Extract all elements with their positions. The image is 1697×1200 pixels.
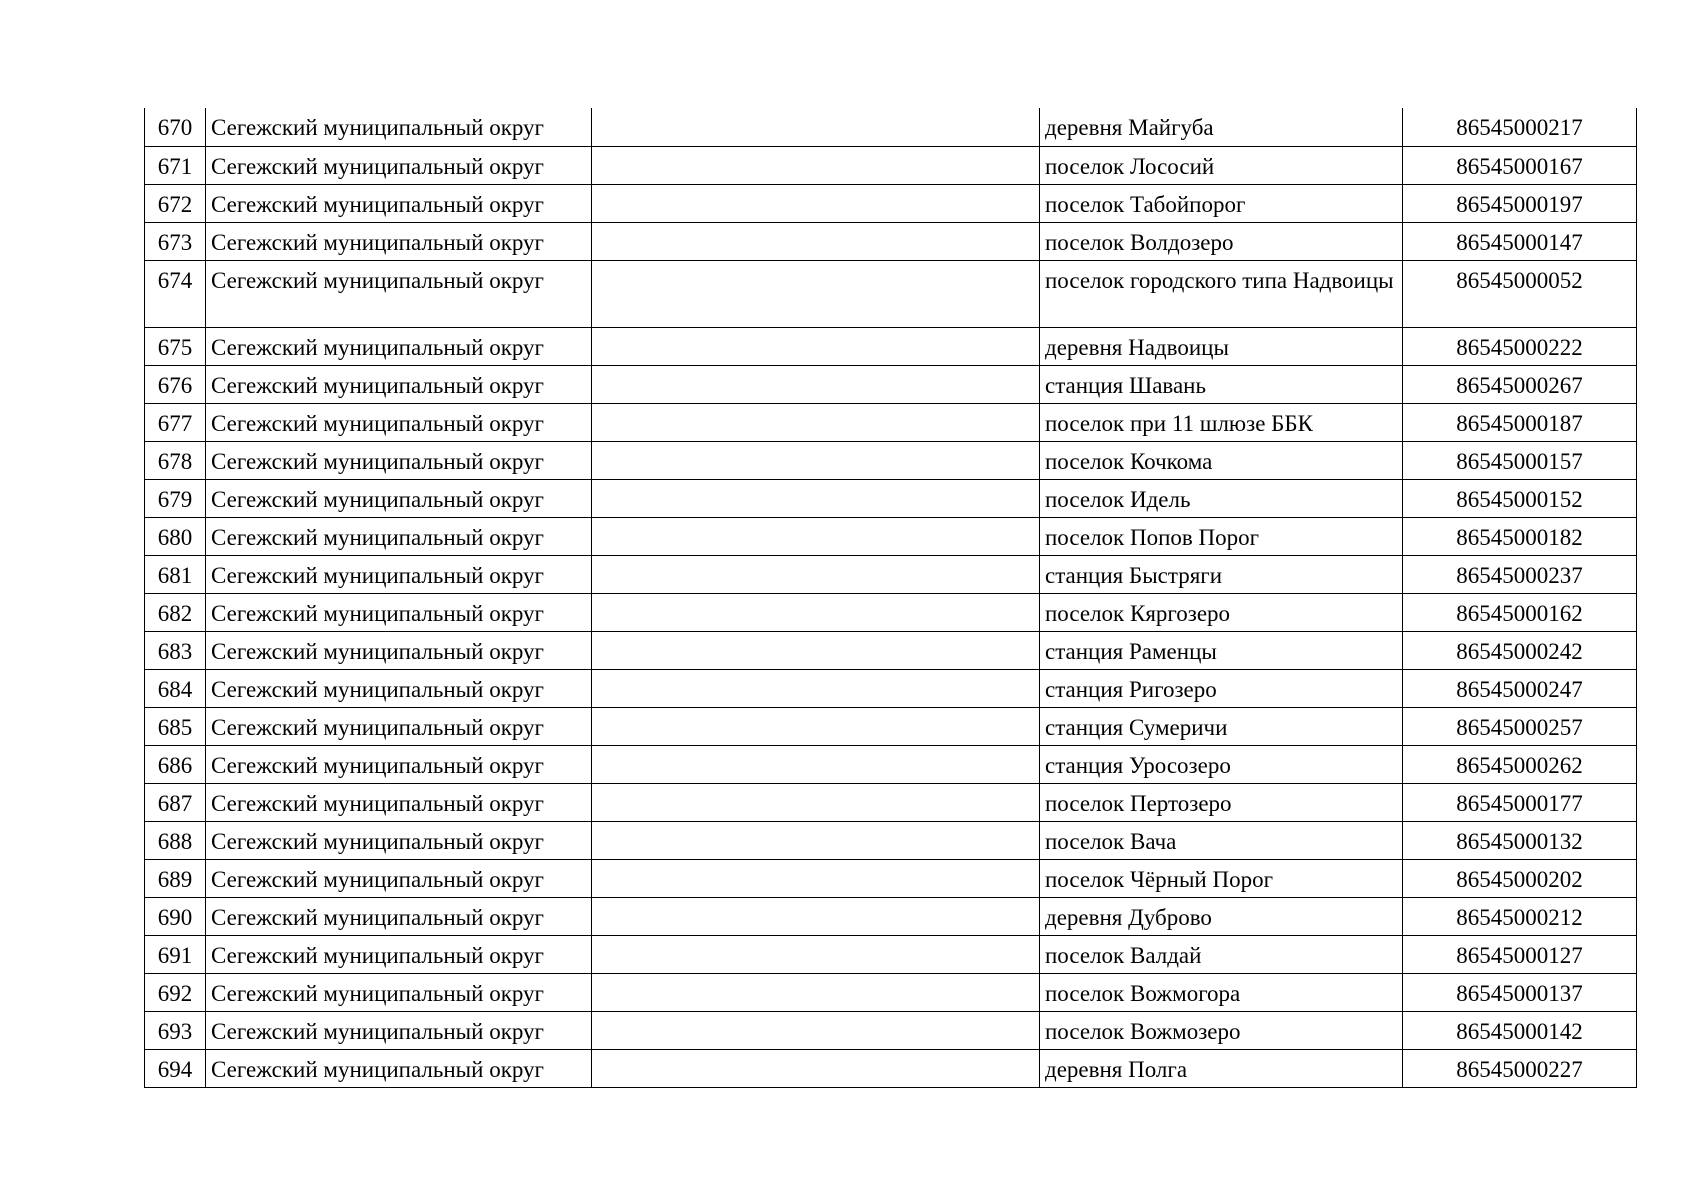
district-cell: Сегежский муниципальный округ bbox=[206, 222, 592, 260]
table-row bbox=[145, 365, 1637, 403]
district-cell: Сегежский муниципальный округ bbox=[206, 745, 592, 783]
oktmo-code-cell: 86545000257 bbox=[1403, 707, 1637, 745]
table-row bbox=[145, 821, 1637, 859]
empty-cell bbox=[592, 555, 1040, 593]
district-cell: Сегежский муниципальный округ bbox=[206, 935, 592, 973]
settlement-cell: поселок Чёрный Порог bbox=[1040, 859, 1403, 897]
table-row bbox=[145, 555, 1637, 593]
row-number-cell: 691 bbox=[145, 935, 206, 973]
district-cell: Сегежский муниципальный округ bbox=[206, 593, 592, 631]
oktmo-code-cell: 86545000202 bbox=[1403, 859, 1637, 897]
settlement-cell: поселок Валдай bbox=[1040, 935, 1403, 973]
oktmo-code-cell: 86545000227 bbox=[1403, 1049, 1637, 1087]
empty-cell bbox=[592, 897, 1040, 935]
row-number-cell: 684 bbox=[145, 669, 206, 707]
oktmo-code-cell: 86545000142 bbox=[1403, 1011, 1637, 1049]
table-row bbox=[145, 108, 1637, 146]
row-number-cell: 680 bbox=[145, 517, 206, 555]
settlements-table bbox=[144, 108, 1637, 1088]
row-number-cell: 678 bbox=[145, 441, 206, 479]
empty-cell bbox=[592, 222, 1040, 260]
empty-cell bbox=[592, 260, 1040, 327]
oktmo-code-cell: 86545000182 bbox=[1403, 517, 1637, 555]
settlement-cell: поселок Табойпорог bbox=[1040, 184, 1403, 222]
oktmo-code-cell: 86545000132 bbox=[1403, 821, 1637, 859]
row-number-cell: 694 bbox=[145, 1049, 206, 1087]
settlement-cell: деревня Полга bbox=[1040, 1049, 1403, 1087]
oktmo-code-cell: 86545000147 bbox=[1403, 222, 1637, 260]
settlement-cell: станция Быстряги bbox=[1040, 555, 1403, 593]
oktmo-code-cell: 86545000262 bbox=[1403, 745, 1637, 783]
table-row bbox=[145, 184, 1637, 222]
table-row bbox=[145, 146, 1637, 184]
oktmo-code-cell: 86545000187 bbox=[1403, 403, 1637, 441]
oktmo-code-cell: 86545000162 bbox=[1403, 593, 1637, 631]
oktmo-code-cell: 86545000212 bbox=[1403, 897, 1637, 935]
row-number-cell: 688 bbox=[145, 821, 206, 859]
row-number-cell: 682 bbox=[145, 593, 206, 631]
table-row bbox=[145, 479, 1637, 517]
row-number-cell: 692 bbox=[145, 973, 206, 1011]
empty-cell bbox=[592, 1049, 1040, 1087]
row-number-cell: 693 bbox=[145, 1011, 206, 1049]
row-number-cell: 674 bbox=[145, 260, 206, 327]
table-row bbox=[145, 260, 1637, 327]
row-number-cell: 672 bbox=[145, 184, 206, 222]
empty-cell bbox=[592, 935, 1040, 973]
empty-cell bbox=[592, 365, 1040, 403]
district-cell: Сегежский муниципальный округ bbox=[206, 1011, 592, 1049]
table-row bbox=[145, 1011, 1637, 1049]
settlement-cell: поселок Волдозеро bbox=[1040, 222, 1403, 260]
district-cell: Сегежский муниципальный округ bbox=[206, 260, 592, 327]
district-cell: Сегежский муниципальный округ bbox=[206, 973, 592, 1011]
table-row bbox=[145, 222, 1637, 260]
table-row bbox=[145, 403, 1637, 441]
settlement-cell: поселок Попов Порог bbox=[1040, 517, 1403, 555]
oktmo-code-cell: 86545000197 bbox=[1403, 184, 1637, 222]
row-number-cell: 686 bbox=[145, 745, 206, 783]
table-row bbox=[145, 1049, 1637, 1087]
settlement-cell: поселок Вожмозеро bbox=[1040, 1011, 1403, 1049]
empty-cell bbox=[592, 593, 1040, 631]
table-row bbox=[145, 783, 1637, 821]
table-row bbox=[145, 859, 1637, 897]
district-cell: Сегежский муниципальный округ bbox=[206, 479, 592, 517]
empty-cell bbox=[592, 631, 1040, 669]
table-row bbox=[145, 631, 1637, 669]
table-row bbox=[145, 935, 1637, 973]
oktmo-code-cell: 86545000267 bbox=[1403, 365, 1637, 403]
empty-cell bbox=[592, 479, 1040, 517]
settlement-cell: поселок Пертозеро bbox=[1040, 783, 1403, 821]
empty-cell bbox=[592, 707, 1040, 745]
table-row bbox=[145, 669, 1637, 707]
empty-cell bbox=[592, 146, 1040, 184]
settlement-cell: деревня Дуброво bbox=[1040, 897, 1403, 935]
row-number-cell: 677 bbox=[145, 403, 206, 441]
district-cell: Сегежский муниципальный округ bbox=[206, 184, 592, 222]
empty-cell bbox=[592, 973, 1040, 1011]
settlement-cell: станция Раменцы bbox=[1040, 631, 1403, 669]
empty-cell bbox=[592, 859, 1040, 897]
row-number-cell: 685 bbox=[145, 707, 206, 745]
row-number-cell: 675 bbox=[145, 327, 206, 365]
empty-cell bbox=[592, 1011, 1040, 1049]
district-cell: Сегежский муниципальный округ bbox=[206, 631, 592, 669]
district-cell: Сегежский муниципальный округ bbox=[206, 555, 592, 593]
oktmo-code-cell: 86545000247 bbox=[1403, 669, 1637, 707]
oktmo-code-cell: 86545000157 bbox=[1403, 441, 1637, 479]
district-cell: Сегежский муниципальный округ bbox=[206, 365, 592, 403]
oktmo-code-cell: 86545000222 bbox=[1403, 327, 1637, 365]
settlement-cell: поселок городского типа Надвоицы bbox=[1040, 260, 1403, 327]
empty-cell bbox=[592, 669, 1040, 707]
settlement-cell: станция Шавань bbox=[1040, 365, 1403, 403]
oktmo-code-cell: 86545000152 bbox=[1403, 479, 1637, 517]
empty-cell bbox=[592, 745, 1040, 783]
district-cell: Сегежский муниципальный округ bbox=[206, 897, 592, 935]
table-row bbox=[145, 327, 1637, 365]
oktmo-code-cell: 86545000237 bbox=[1403, 555, 1637, 593]
district-cell: Сегежский муниципальный округ bbox=[206, 403, 592, 441]
oktmo-code-cell: 86545000242 bbox=[1403, 631, 1637, 669]
row-number-cell: 676 bbox=[145, 365, 206, 403]
oktmo-code-cell: 86545000052 bbox=[1403, 260, 1637, 327]
row-number-cell: 681 bbox=[145, 555, 206, 593]
empty-cell bbox=[592, 821, 1040, 859]
empty-cell bbox=[592, 184, 1040, 222]
settlement-cell: поселок при 11 шлюзе ББК bbox=[1040, 403, 1403, 441]
empty-cell bbox=[592, 441, 1040, 479]
oktmo-code-cell: 86545000177 bbox=[1403, 783, 1637, 821]
row-number-cell: 683 bbox=[145, 631, 206, 669]
district-cell: Сегежский муниципальный округ bbox=[206, 1049, 592, 1087]
settlement-cell: поселок Идель bbox=[1040, 479, 1403, 517]
table-row bbox=[145, 745, 1637, 783]
settlement-cell: деревня Майгуба bbox=[1040, 108, 1403, 146]
settlement-cell: станция Сумеричи bbox=[1040, 707, 1403, 745]
district-cell: Сегежский муниципальный округ bbox=[206, 707, 592, 745]
table-row bbox=[145, 973, 1637, 1011]
table-row bbox=[145, 593, 1637, 631]
district-cell: Сегежский муниципальный округ bbox=[206, 108, 592, 146]
settlement-cell: поселок Кочкома bbox=[1040, 441, 1403, 479]
settlement-cell: поселок Лососий bbox=[1040, 146, 1403, 184]
district-cell: Сегежский муниципальный округ bbox=[206, 441, 592, 479]
settlement-cell: поселок Вача bbox=[1040, 821, 1403, 859]
empty-cell bbox=[592, 108, 1040, 146]
table-row bbox=[145, 707, 1637, 745]
row-number-cell: 670 bbox=[145, 108, 206, 146]
district-cell: Сегежский муниципальный округ bbox=[206, 327, 592, 365]
oktmo-code-cell: 86545000127 bbox=[1403, 935, 1637, 973]
settlement-cell: деревня Надвоицы bbox=[1040, 327, 1403, 365]
empty-cell bbox=[592, 327, 1040, 365]
row-number-cell: 690 bbox=[145, 897, 206, 935]
row-number-cell: 679 bbox=[145, 479, 206, 517]
settlement-cell: поселок Кяргозеро bbox=[1040, 593, 1403, 631]
oktmo-code-cell: 86545000137 bbox=[1403, 973, 1637, 1011]
district-cell: Сегежский муниципальный округ bbox=[206, 146, 592, 184]
district-cell: Сегежский муниципальный округ bbox=[206, 669, 592, 707]
settlement-cell: станция Уросозеро bbox=[1040, 745, 1403, 783]
empty-cell bbox=[592, 403, 1040, 441]
table-body bbox=[145, 108, 1637, 1087]
table-row bbox=[145, 897, 1637, 935]
settlement-cell: станция Ригозеро bbox=[1040, 669, 1403, 707]
oktmo-code-cell: 86545000217 bbox=[1403, 108, 1637, 146]
row-number-cell: 687 bbox=[145, 783, 206, 821]
row-number-cell: 671 bbox=[145, 146, 206, 184]
district-cell: Сегежский муниципальный округ bbox=[206, 821, 592, 859]
empty-cell bbox=[592, 783, 1040, 821]
row-number-cell: 689 bbox=[145, 859, 206, 897]
oktmo-code-cell: 86545000167 bbox=[1403, 146, 1637, 184]
district-cell: Сегежский муниципальный округ bbox=[206, 859, 592, 897]
table-row bbox=[145, 517, 1637, 555]
table-row bbox=[145, 441, 1637, 479]
row-number-cell: 673 bbox=[145, 222, 206, 260]
district-cell: Сегежский муниципальный округ bbox=[206, 783, 592, 821]
settlement-cell: поселок Вожмогора bbox=[1040, 973, 1403, 1011]
district-cell: Сегежский муниципальный округ bbox=[206, 517, 592, 555]
empty-cell bbox=[592, 517, 1040, 555]
